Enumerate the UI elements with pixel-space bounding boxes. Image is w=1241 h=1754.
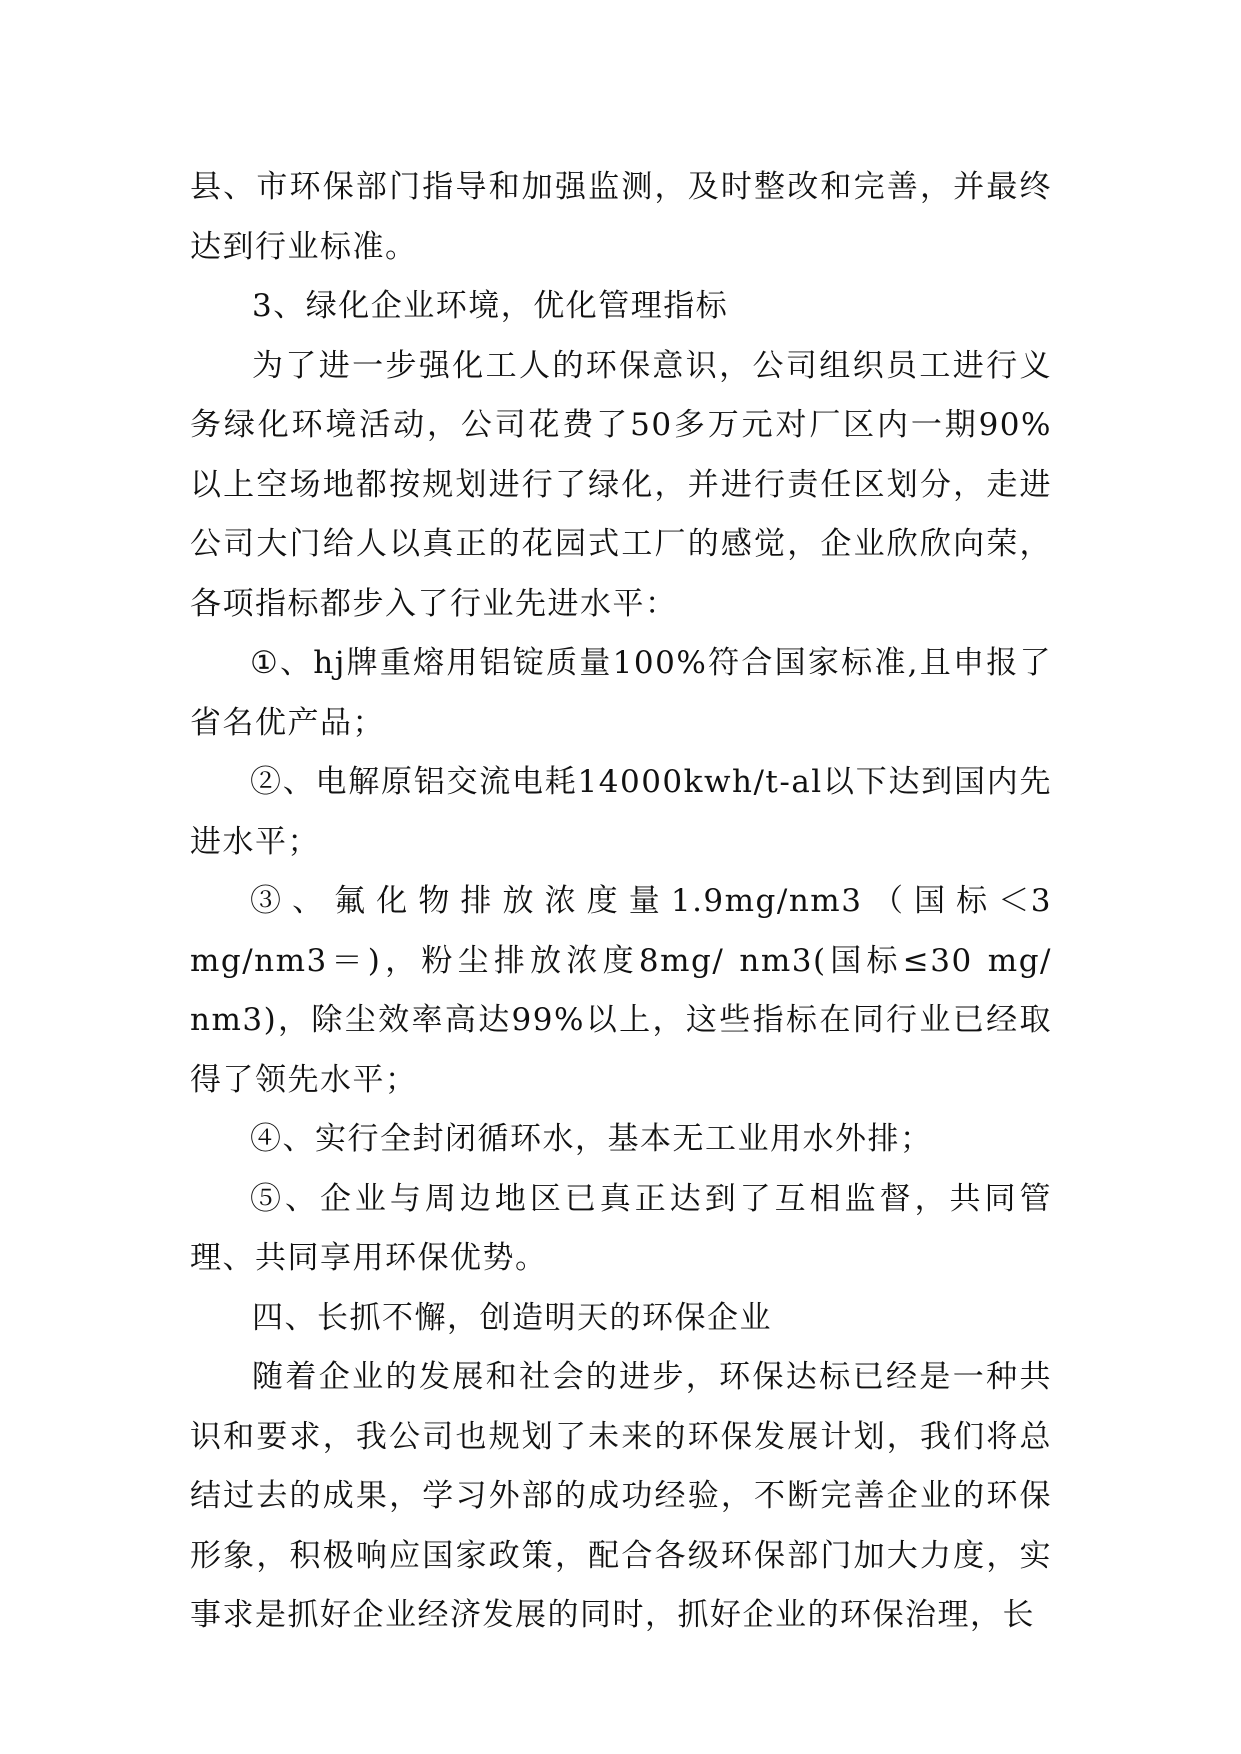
document-body [190,158,1052,1646]
paragraph-greening: 为了进一步强化工人的环保意识，公司组织员工进行义务绿化环境活动，公司花费了50多万元对厂区内一期90%以上空场地都按规划进行了绿化，并进行责任区划分，走进公司大门给人以真正的花园式工厂的感觉，企业欣欣向荣，各项指标都步入了行业先进水平： [190,347,1052,622]
indicator-item-1: ①、hj牌重熔用铝锭质量100%符合国家标准,且申报了省名优产品； [190,645,1052,741]
indicator-item-2: ②、电解原铝交流电耗14000kwh/t-al以下达到国内先进水平； [190,764,1052,860]
indicator-item-3: ③、氟化物排放浓度量1.9mg/nm3（国标＜3 mg/nm3＝)，粉尘排放浓度8mg/ nm3(国标≤30 mg/ nm3)，除尘效率高达99%以上，这些指标在同行业已经取得了领先水平； [190,883,1052,1098]
section-heading-future: 四、长抓不懈，创造明天的环保企业 [252,1299,772,1336]
indicator-item-4: ④、实行全封闭循环水，基本无工业用水外排； [250,1121,933,1157]
paragraph-continuation: 县、市环保部门指导和加强监测，及时整改和完善，并最终达到行业标准。 [190,169,1052,265]
indicator-item-5: ⑤、企业与周边地区已真正达到了互相监督，共同管理、共同享用环保优势。 [190,1180,1052,1276]
paragraph-future: 随着企业的发展和社会的进步，环保达标已经是一种共识和要求，我公司也规划了未来的环保发展计划，我们将总结过去的成果，学习外部的成功经验，不断完善企业的环保形象，积极响应国家政策，配合各级环保部门加大力度，实事求是抓好企业经济发展的同时，抓好企业的环保治理，长 [190,1359,1052,1633]
section-heading-greening: 3、绿化企业环境，优化管理指标 [252,288,729,324]
